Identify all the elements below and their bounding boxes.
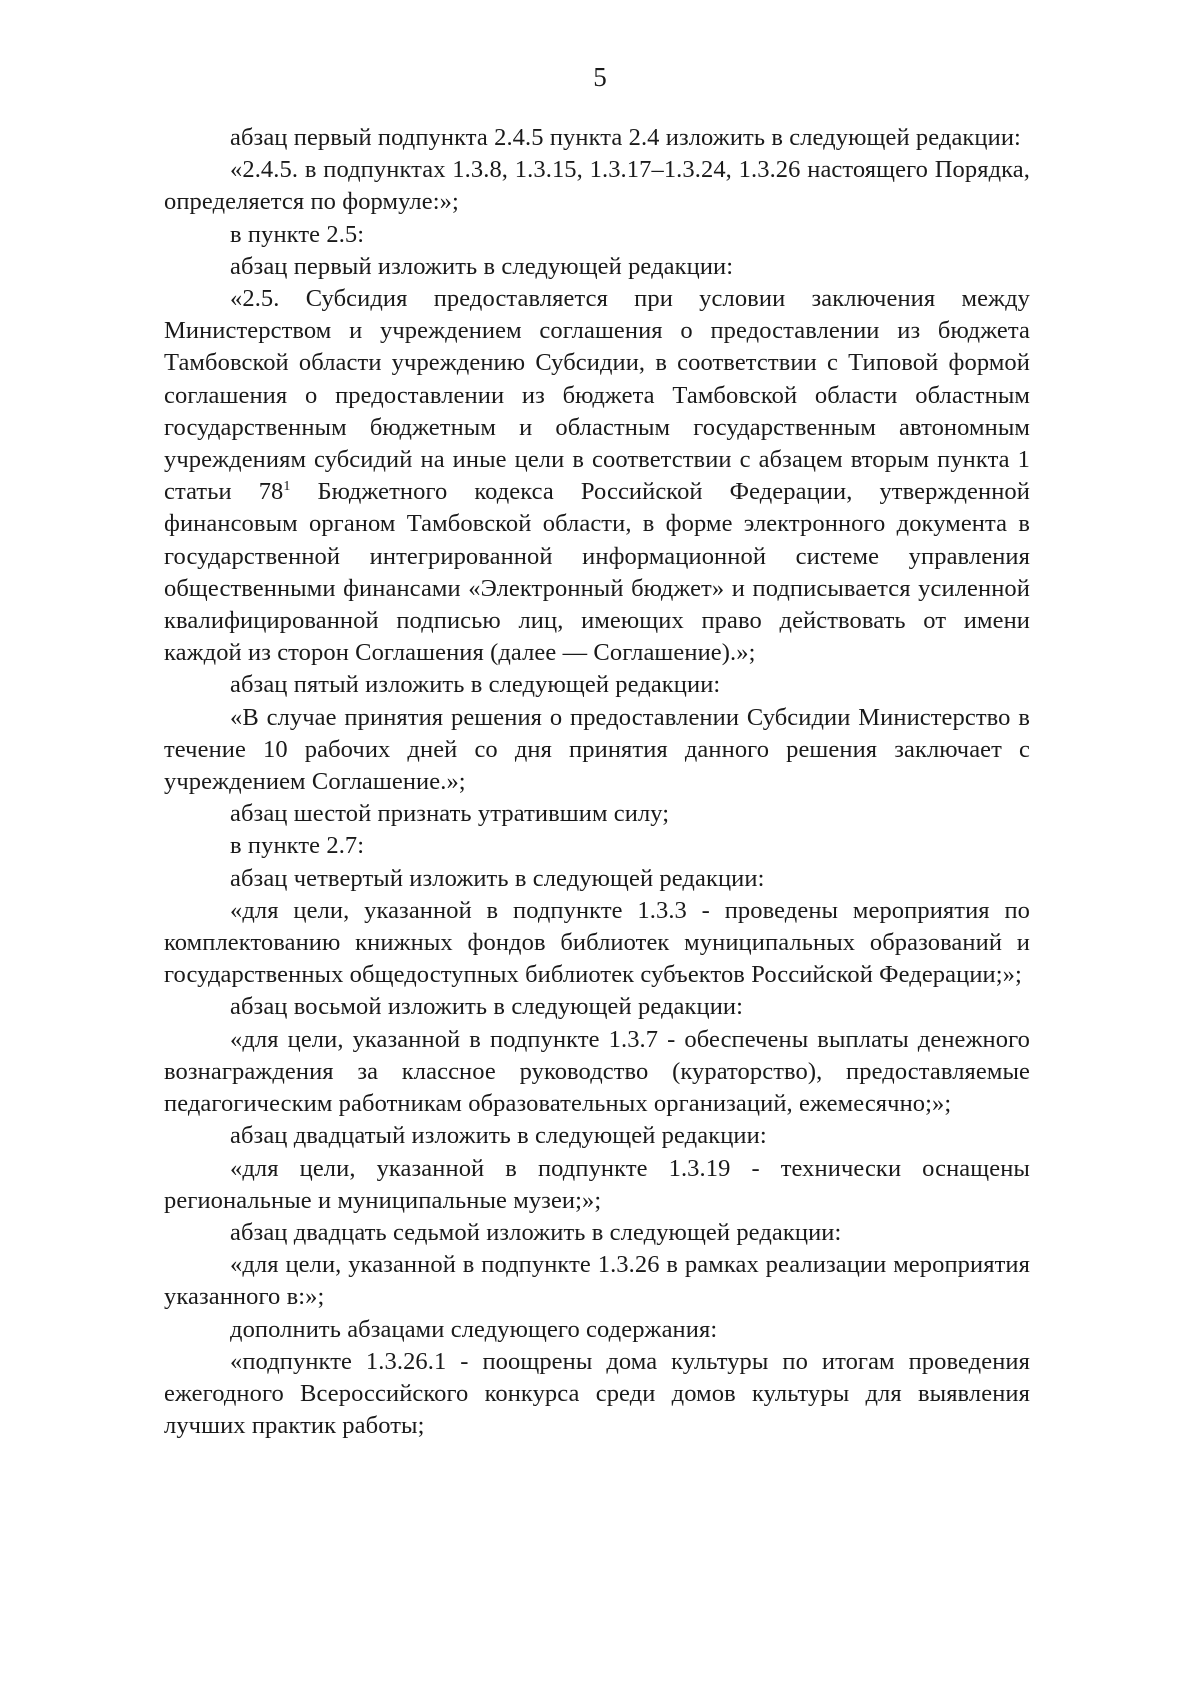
page-number: 5 bbox=[593, 62, 607, 92]
paragraph-6: абзац пятый изложить в следующей редакции: bbox=[230, 671, 721, 699]
paragraph-16: абзац двадцать седьмой изложить в следующей редакции: bbox=[230, 1218, 842, 1246]
article-superscript: 1 bbox=[283, 479, 291, 495]
paragraph-9: в пункте 2.7: bbox=[230, 832, 365, 860]
paragraph-11: «для цели, указанной в подпункте 1.3.3 - проведены мероприятия по комплектованию книжных фондов библиотек муниципальных образований и государственных общедоступных библиотек субъектов Российской Федерации;»; bbox=[164, 896, 1030, 989]
paragraph-17: «для цели, указанной в подпункте 1.3.26 в рамках реализации мероприятия указанного в:»; bbox=[164, 1251, 1030, 1311]
document-body bbox=[164, 122, 1030, 1442]
paragraph-4: абзац первый изложить в следующей редакции: bbox=[230, 252, 734, 280]
paragraph-10: абзац четвертый изложить в следующей редакции: bbox=[230, 864, 765, 892]
paragraph-18: дополнить абзацами следующего содержания: bbox=[230, 1315, 718, 1343]
paragraph-15: «для цели, указанной в подпункте 1.3.19 - технически оснащены региональные и муниципальные музеи;»; bbox=[164, 1154, 1030, 1214]
paragraph-12: абзац восьмой изложить в следующей редакции: bbox=[230, 993, 744, 1021]
paragraph-2: «2.4.5. в подпунктах 1.3.8, 1.3.15, 1.3.17–1.3.24, 1.3.26 настоящего Порядка, определяется по формуле:»; bbox=[164, 156, 1030, 216]
paragraph-14: абзац двадцатый изложить в следующей редакции: bbox=[230, 1122, 767, 1150]
paragraph-5 bbox=[164, 283, 1030, 669]
paragraph-8: абзац шестой признать утратившим силу; bbox=[230, 800, 670, 828]
paragraph-5-part-1: «2.5. Субсидия предоставляется при условии заключения между Министерством и учреждением соглашения о предоставлении из бюджета Тамбовской области учреждению Субсидии, в соответствии с Типовой формой соглашения о предоставлении из бюджета Тамбовской области областным государственным бюджетным и областным государственным автономным учреждениям субсидий на иные цели в соответствии с абзацем вторым пункта 1 статьи 78 bbox=[164, 285, 1030, 506]
paragraph-1: абзац первый подпункта 2.4.5 пункта 2.4 изложить в следующей редакции: bbox=[230, 124, 1021, 151]
paragraph-19: «подпункте 1.3.26.1 - поощрены дома культуры по итогам проведения ежегодного Всероссийского конкурса среди домов культуры для выявления лучших практик работы; bbox=[164, 1347, 1030, 1440]
paragraph-13: «для цели, указанной в подпункте 1.3.7 - обеспечены выплаты денежного вознаграждения за классное руководство (кураторство), предоставляемые педагогическим работникам образовательных организаций, ежемесячно;»; bbox=[164, 1025, 1030, 1118]
paragraph-5-part-2: Бюджетного кодекса Российской Федерации, утвержденной финансовым органом Тамбовской области, в форме электронного документа в государственной интегрированной информационной системе управления общественными финансами «Электронный бюджет» и подписывается усиленной квалифицированной подписью лиц, имеющих право действовать от имени каждой из сторон Соглашения (далее — Соглашение).»; bbox=[164, 478, 1030, 667]
paragraph-3: в пункте 2.5: bbox=[230, 220, 365, 248]
paragraph-7: «В случае принятия решения о предоставлении Субсидии Министерство в течение 10 рабочих дней со дня принятия данного решения заключает с учреждением Соглашение.»; bbox=[164, 703, 1030, 796]
